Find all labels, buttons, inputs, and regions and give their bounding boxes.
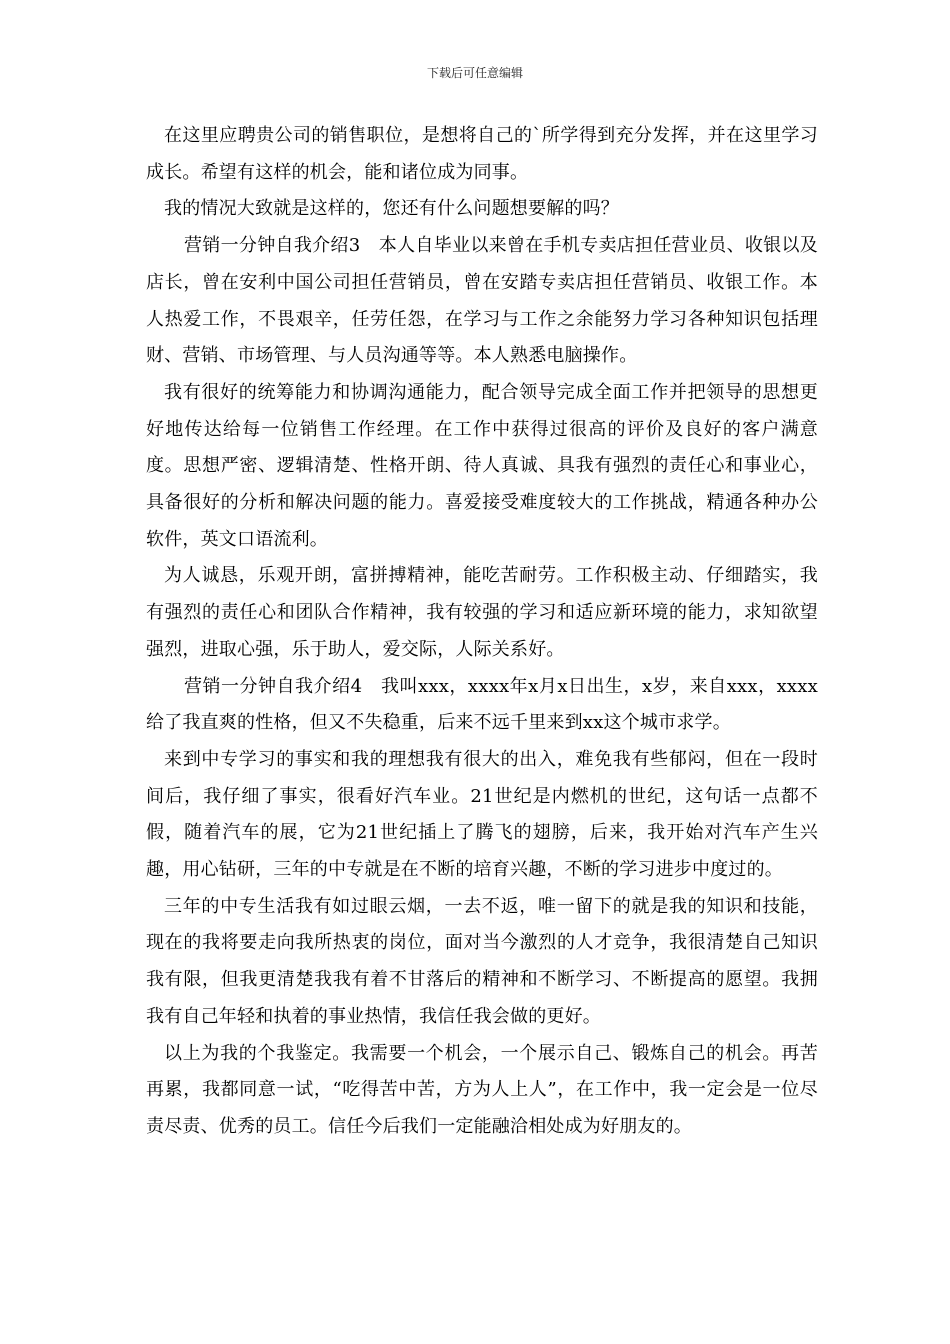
paragraph-1: 在这里应聘贵公司的销售职位，是想将自己的`所学得到充分发挥，并在这里学习成长。希望有这样的机会，能和诸位成为同事。 bbox=[146, 125, 818, 183]
paragraph-4: 我有很好的统筹能力和协调沟通能力，配合领导完成全面工作并把领导的思想更好地传达给每一位销售工作经理。在工作中获得过很高的评价及良好的客户满意度。思想严密、逻辑清楚、性格开朗、待人真诚、具我有强烈的责任心和事业心，具备很好的分析和解决问题的能力。喜爱接受难度较大的工作挑战，精通各种办公软件，英文口语流利。 bbox=[146, 381, 818, 550]
paragraph-5: 为人诚恳，乐观开朗，富拼搏精神，能吃苦耐劳。工作积极主动、仔细踏实，我有强烈的责任心和团队合作精神，我有较强的学习和适应新环境的能力，求知欲望强烈，进取心强，乐于助人，爱交际，人际关系好。 bbox=[146, 565, 818, 660]
paragraph-6-section-intro-4: 营销一分钟自我介绍4 我叫xxx，xxxx年x月x日出生，x岁，来自xxx，xxxx给了我直爽的性格，但又不失稳重，后来不远千里来到xx这个城市求学。 bbox=[146, 675, 818, 734]
page-header: 下载后可任意编辑 bbox=[426, 66, 523, 80]
paragraph-8: 三年的中专生活我有如过眼云烟，一去不返，唯一留下的就是我的知识和技能，现在的我将要走向我所热衷的岗位，面对当今激烈的人才竞争，我很清楚自己知识我有限，但我更清楚我我有着不甘落后的精神和不断学习、不断提高的愿望。我拥我有自己年轻和执着的事业热情，我信任我会做的更好。 bbox=[146, 895, 818, 1027]
paragraph-2: 我的情况大致就是这样的，您还有什么问题想要解的吗？ bbox=[164, 198, 619, 220]
paragraph-7: 来到中专学习的事实和我的理想我有很大的出入，难免我有些郁闷，但在一段时间后，我仔细了事实，很看好汽车业。21世纪是内燃机的世纪，这句话一点都不假，随着汽车的展，它为21世纪插上了腾飞的翅膀，后来，我开始对汽车产生兴趣，用心钻研，三年的中专就是在不断的培育兴趣，不断的学习进步中度过的。 bbox=[146, 748, 818, 881]
paragraph-3-section-intro-3: 营销一分钟自我介绍3 本人自毕业以来曾在手机专卖店担任营业员、收银以及店长，曾在安利中国公司担任营销员，曾在安踏专卖店担任营销员、收银工作。本人热爱工作，不畏艰辛，任劳任怨，在学习与工作之余能努力学习各种知识包括理财、营销、市场管理、与人员沟通等等。本人熟悉电脑操作。 bbox=[146, 235, 818, 367]
paragraph-9: 以上为我的个我鉴定。我需要一个机会，一个展示自己、锻炼自己的机会。再苦再累，我都同意一试，“吃得苦中苦，方为人上人”，在工作中，我一定会是一位尽责尽责、优秀的员工。信任今后我们一定能融洽相处成为好朋友的。 bbox=[146, 1042, 818, 1137]
document-body bbox=[146, 118, 818, 1146]
